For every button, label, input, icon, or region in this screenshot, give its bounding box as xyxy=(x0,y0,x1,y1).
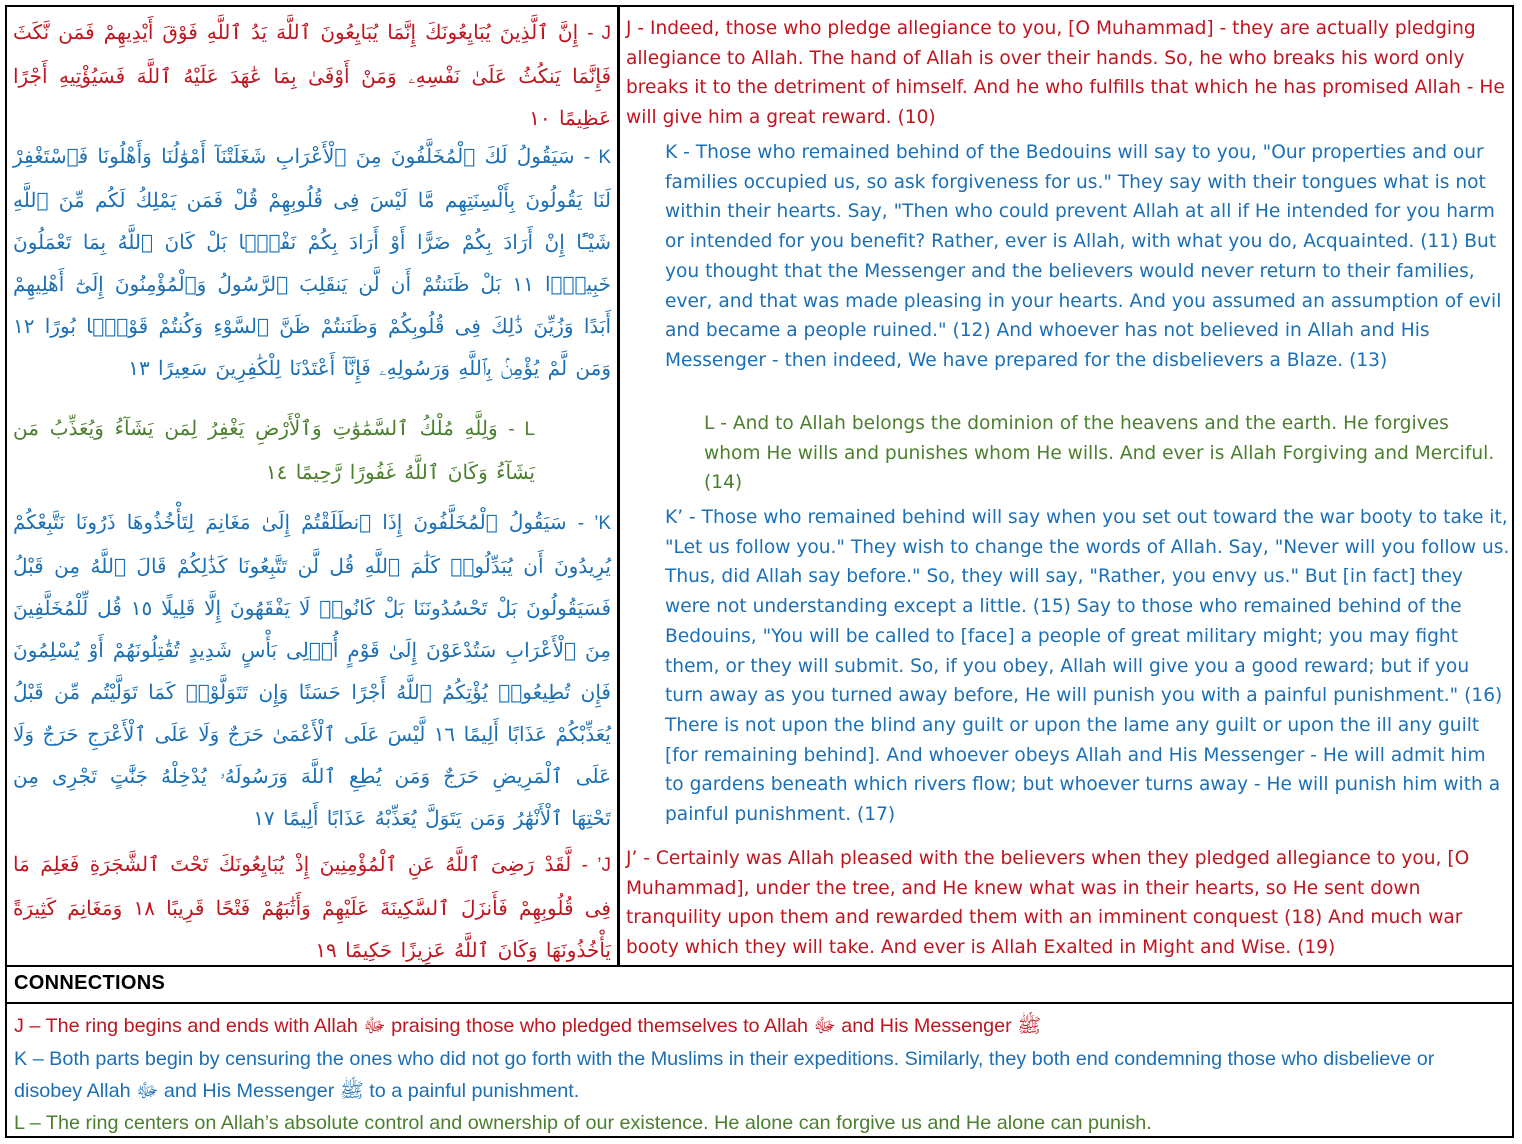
passage-tag: L - xyxy=(508,419,536,440)
arabic-text: وَلِلَّهِ مُلْكُ ٱلسَّمَٰوَٰتِ وَٱلْأَرْضِ يَغْفِرُ لِمَن يَشَآءُ وَيُعَذِّبُ مَن يَشَآءُ وَكَانَ ٱللَّهُ غَفُورًا رَّحِيمًا ١٤ xyxy=(13,416,535,484)
arabic-text: سَيَقُولُ لَكَ ٱلْمُخَلَّفُونَ مِنَ ٱلْأَعْرَابِ شَغَلَتْنَآ أَمْوَٰلُنَا وَأَهْلُونَا فَٱسْتَغْفِرْ لَنَا يَقُولُونَ بِأَلْسِنَتِهِم مَّا لَيْسَ فِى قُلُوبِهِمْ قُلْ فَمَن يَمْلِكُ لَكُم مِّنَ ٱللَّهِ شَيْـًٔا إِنْ أَرَادَ بِكُمْ ضَرًّا أَوْ أَرَادَ بِكُمْ نَفْعًۢا بَلْ كَانَ ٱللَّهُ بِمَا تَعْمَلُونَ خَبِيرًۢا ١١ بَلْ ظَنَنتُمْ أَن لَّن يَنقَلِبَ ٱلرَّسُولُ وَٱلْمُؤْمِنُونَ إِلَىٰٓ أَهْلِيهِمْ أَبَدًا وَزُيِّنَ ذَٰلِكَ فِى قُلُوبِكُمْ وَظَنَنتُمْ ظَنَّ ٱلسَّوْءِ وَكُنتُمْ قَوْمًۢا بُورًا ١٢ وَمَن لَّمْ يُؤْمِنۢ بِٱللَّهِ وَرَسُولِهِۦ فَإِنَّآ أَعْتَدْنَا لِلْكَٰفِرِينَ سَعِيرًا ١٣ xyxy=(13,144,611,380)
english-passage-k-prime: K’ - Those who remained behind will say when you set out toward the war booty to take it, "Let us follow you." They wish to change the words of Allah. Say, "Never will you follow us. Thus, did Allah say before." So, they will say, "Rather, you envy us." But [in fact] they were not understanding except a little. (15) Say to those who remained behind of the Bedouins, "You will be called to [face] a people of great military might; you may fight them, or they will submit. So, if you obey, Allah will give you a good reward; but if you turn away as you turned away before, He will punish you with a painful punishment." (16) There is not upon the blind any guilt or upon the lame any guilt or upon the ill any guilt [for remaining behind]. And whoever obeys Allah and His Messenger - He will admit him to gardens beneath which rivers flow; but whoever turns away - He will punish him with a painful punishment. (17) xyxy=(665,507,1510,826)
arabic-text: لَّقَدْ رَضِىَ ٱللَّهُ عَنِ ٱلْمُؤْمِنِينَ إِذْ يُبَايِعُونَكَ تَحْتَ ٱلشَّجَرَةِ فَعَلِمَ مَا فِى قُلُوبِهِمْ فَأَنزَلَ ٱلسَّكِينَةَ عَلَيْهِمْ وَأَثَٰبَهُمْ فَتْحًا قَرِيبًا ١٨ وَمَغَانِمَ كَثِيرَةً يَأْخُذُونَهَا وَكَانَ ٱللَّهُ عَزِيزًا حَكِيمًا ١٩ xyxy=(13,852,611,962)
arabic-passage-k-prime xyxy=(13,501,611,839)
ring-structure-table xyxy=(5,5,1514,1138)
english-column xyxy=(620,7,1512,965)
arabic-text: إِنَّ ٱلَّذِينَ يُبَايِعُونَكَ إِنَّمَا يُبَايِعُونَ ٱللَّهَ يَدُ ٱللَّهِ فَوْقَ أَيْدِيهِمْ فَمَن نَّكَثَ فَإِنَّمَا يَنكُثُ عَلَىٰ نَفْسِهِۦ وَمَنْ أَوْفَىٰ بِمَا عَٰهَدَ عَلَيْهُ ٱللَّهَ فَسَيُؤْتِيهِ أَجْرًا عَظِيمًا ١٠ xyxy=(13,20,611,130)
connection-k: K – Both parts begin by censuring the ones who did not go forth with the Muslims in their expeditions. Similarly, they both end condemning those who disbelieve or disobey Allah ﷻ and His Messenger ﷺ to a painful punishment. xyxy=(14,1048,1435,1102)
arabic-passage-k xyxy=(13,135,611,389)
arabic-passage-j-prime xyxy=(13,843,611,971)
connection-j: J – The ring begins and ends with Allah ﷻ praising those who pledged themselves to Allah ﷻ and His Messenger ﷺ xyxy=(14,1015,1042,1037)
arabic-passage-l xyxy=(13,407,535,493)
connections-title: CONNECTIONS xyxy=(14,972,166,994)
arabic-passage-j xyxy=(13,11,611,139)
connection-l: L – The ring centers on Allah’s absolute control and ownership of our existence. He alone can forgive us and He alone can punish. xyxy=(14,1112,1152,1134)
verses-section xyxy=(7,7,1512,965)
passage-tag: J’ - xyxy=(581,855,612,876)
passage-tag: K’ - xyxy=(577,513,611,534)
arabic-column xyxy=(7,7,617,965)
connections-header-divider xyxy=(7,1002,1512,1004)
english-passage-l: L - And to Allah belongs the dominion of the heavens and the earth. He forgives whom He wills and punishes whom He wills. And ever is Allah Forgiving and Merciful. (14) xyxy=(704,413,1495,494)
english-passage-j-prime: J’ - Certainly was Allah pleased with the believers when they pledged allegiance to you, [O Muhammad], under the tree, and He knew what was in their hearts, so He sent down tranquility upon them and rewarded them with an imminent conquest (18) And much war booty which they will take. And ever is Allah Exalted in Might and Wise. (19) xyxy=(626,848,1470,959)
passage-tag: J - xyxy=(587,23,611,44)
section-divider xyxy=(7,965,1512,967)
english-passage-j: J - Indeed, those who pledge allegiance to you, [O Muhammad] - they are actually pledging allegiance to Allah. The hand of Allah is over their hands. So, he who breaks his word only breaks it to the detriment of himself. And he who fulfills that which he has promised Allah - He will give him a great reward. (10) xyxy=(626,18,1505,129)
english-passage-k: K - Those who remained behind of the Bedouins will say to you, "Our properties and our families occupied us, so ask forgiveness for us." They say with their tongues what is not within their hearts. Say, "Then who could prevent Allah at all if He intended for you harm or intended for you benefit? Rather, ever is Allah, with what you do, Acquainted. (11) But you thought that the Messenger and the believers would never return to their families, ever, and that was made pleasing in your hearts. And you assumed an assumption of evil and became a people ruined." (12) And whoever has not believed in Allah and His Messenger - then indeed, We have prepared for the disbelievers a Blaze. (13) xyxy=(665,142,1502,371)
arabic-text: سَيَقُولُ ٱلْمُخَلَّفُونَ إِذَا ٱنطَلَقْتُمْ إِلَىٰ مَغَانِمَ لِتَأْخُذُوهَا ذَرُونَا نَتَّبِعْكُمْ يُرِيدُونَ أَن يُبَدِّلُوا۟ كَلَٰمَ ٱللَّهِ قُل لَّن تَتَّبِعُونَا كَذَٰلِكُمْ قَالَ ٱللَّهُ مِن قَبْلُ فَسَيَقُولُونَ بَلْ تَحْسُدُونَنَا بَلْ كَانُوا۟ لَا يَفْقَهُونَ إِلَّا قَلِيلًا ١٥ قُل لِّلْمُخَلَّفِينَ مِنَ ٱلْأَعْرَابِ سَتُدْعَوْنَ إِلَىٰ قَوْمٍ أُو۟لِى بَأْسٍ شَدِيدٍ تُقَٰتِلُونَهُمْ أَوْ يُسْلِمُونَ فَإِن تُطِيعُوا۟ يُؤْتِكُمُ ٱللَّهُ أَجْرًا حَسَنًا وَإِن تَتَوَلَّوْا۟ كَمَا تَوَلَّيْتُم مِّن قَبْلُ يُعَذِّبْكُمْ عَذَابًا أَلِيمًا ١٦ لَّيْسَ عَلَى ٱلْأَعْمَىٰ حَرَجٌ وَلَا عَلَى ٱلْأَعْرَجِ حَرَجٌ وَلَا عَلَى ٱلْمَرِيضِ حَرَجٌ وَمَن يُطِعِ ٱللَّهَ وَرَسُولَهُۥ يُدْخِلْهُ جَنَّٰتٍ تَجْرِى مِن تَحْتِهَا ٱلْأَنْهَٰرُ وَمَن يَتَوَلَّ يُعَذِّبْهُ عَذَابًا أَلِيمًا ١٧ xyxy=(13,510,611,830)
passage-tag: K - xyxy=(583,147,612,168)
